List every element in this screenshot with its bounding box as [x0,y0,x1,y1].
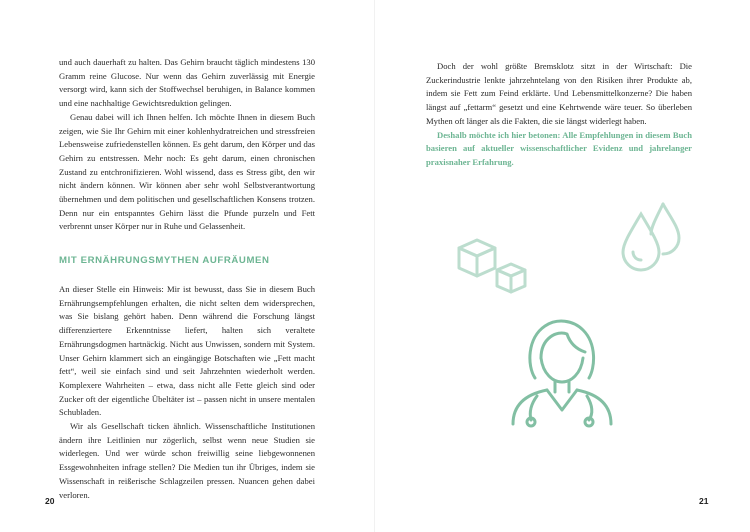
text-column [426,60,692,170]
doctor-with-stethoscope-icon [505,316,620,428]
page-number: 20 [45,496,55,506]
section-heading: MIT ERNÄHRUNGSMYTHEN AUFRÄUMEN [59,255,270,266]
paragraph: Genau dabei will ich Ihnen helfen. Ich möchte Ihnen in diesem Buch zeigen, wie Sie Ihr Gehirn mit einer kohlenhydratreichen und stressfreien Lebensweise zufriedenstellen können. Es geht darum, den Körper und das Gehirn zu entstressen. Mehr noch: Es geht darum, einen chronischen Zustand zu entchronifizieren. Wohl wissend, dass es Stress gibt, den wir nicht ändern können. Wir können aber sehr wohl Selbstverantwortung übernehmen und dem politischen und gesellschaftlichen Konsens trotzen. Denn nur ein entspanntes Gehirn lässt die Pfunde purzeln und Fett verbrennt unser Körper nur in Ruhe und Gelassenheit. [59,111,315,232]
highlight-paragraph: Deshalb möchte ich hier betonen: Alle Empfehlungen in diesem Buch basieren auf aktueller wissenschaftlicher Evidenz und jahrelanger praxisnaher Erfahrung. [426,129,692,167]
page-number: 21 [699,496,709,506]
text-column-top [59,56,315,234]
right-page [375,0,750,532]
sugar-cubes-icon [455,232,535,302]
paragraph: An dieser Stelle ein Hinweis: Mir ist bewusst, dass Sie in diesem Buch Ernährungsempfehlungen erhalten, die nicht selten dem widersprechen, was Sie bislang gehört haben. Denn während die Forschung längst differenziertere Erkenntnisse liefert, halten sich veraltete Ernährungsdogmen hartnäckig. Nicht aus Unwissen, sondern mit System. Unser Gehirn klammert sich an eingängige Botschaften wie „Fett macht fett“, weil sie einfach sind und seit Jahrzehnten wiederholt werden. Komplexere Wahrheiten – etwa, dass nicht alle Fette gleich sind oder Zucker oft der eigentliche Übeltäter ist – passen nicht in unsere mentalen Schubladen. [59,284,315,418]
paragraph: Wir als Gesellschaft ticken ähnlich. Wissenschaftliche Institutionen ändern ihre Leitlinien nur zögerlich, selbst wenn neue Studien sie widerlegen. Und wer würde schon freiwillig seine liebgewonnenen Essgewohnheiten infrage stellen? Die Medien tun ihr Übriges, indem sie Wissenschaft in reißerische Schlagzeilen pressen. Nuancen gehen dabei verloren. [59,421,315,500]
text-column-bottom [59,283,315,502]
paragraph: und auch dauerhaft zu halten. Das Gehirn braucht täglich mindestens 130 Gramm reine Glucose. Nur wenn das Gehirn zuverlässig mit Energie versorgt wird, kann sich der Stoffwechsel beruhigen, in Balance kommen und eine nachhaltige Gewichtsreduktion gelingen. [59,57,315,109]
paragraph: Doch der wohl größte Bremsklotz sitzt in der Wirtschaft: Die Zuckerindustrie lenkte jahrzehntelang von den Risiken ihrer Produkte ab, indem sie Fett zum Feind erklärte. Und Lebensmittelkonzerne? Die haben längst auf „fettarm“ gesetzt und eine Kehrtwende wäre teuer. So überleben Mythen oft länger als die Fakten, die sie längst widerlegt haben. [426,61,692,126]
fat-droplets-icon [619,200,689,272]
